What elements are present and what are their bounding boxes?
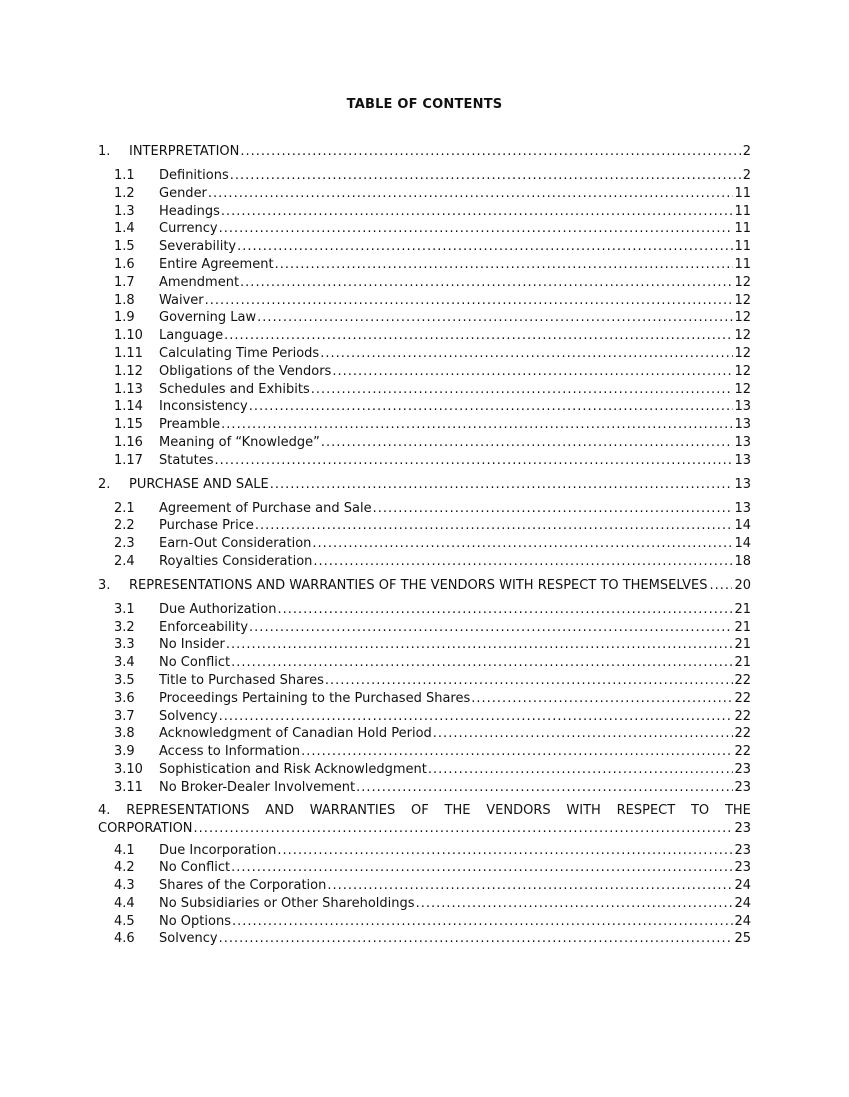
toc-entry[interactable] xyxy=(114,619,751,637)
toc-entry[interactable] xyxy=(114,636,751,654)
page-number: 24 xyxy=(734,913,751,929)
section-number: 4. xyxy=(98,802,111,818)
dot-leader xyxy=(312,535,733,553)
entry-title: Severability xyxy=(159,239,237,255)
entry-title: Acknowledgment of Canadian Hold Period xyxy=(159,726,432,742)
section-title-line-1 xyxy=(98,802,751,820)
page-number: 21 xyxy=(734,619,751,635)
entry-title: Earn-Out Consideration xyxy=(159,536,312,552)
entry-title: Definitions xyxy=(159,168,229,183)
entry-title: Waiver xyxy=(159,292,204,308)
page-number: 13 xyxy=(734,452,751,468)
entry-number: 1.6 xyxy=(114,256,135,272)
entry-number: 1.5 xyxy=(114,239,135,255)
dot-leader xyxy=(240,142,741,162)
page-number: 12 xyxy=(734,292,751,308)
entry-title: Preamble xyxy=(159,417,221,433)
entry-title: Language xyxy=(159,328,224,344)
entry-title: Title to Purchased Shares xyxy=(159,672,324,688)
dot-leader xyxy=(237,238,733,256)
section-title-word: RESPECT xyxy=(616,802,676,818)
dot-leader xyxy=(221,203,734,221)
toc-entry[interactable] xyxy=(114,416,751,434)
toc-section-heading[interactable] xyxy=(98,802,751,837)
entry-number: 4.5 xyxy=(114,913,135,929)
page-number: 21 xyxy=(734,601,751,617)
entry-title: No Options xyxy=(159,913,231,929)
page-number: 24 xyxy=(734,895,751,911)
section-title-word: VENDORS xyxy=(486,802,551,818)
page-number: 22 xyxy=(734,744,751,760)
page-number: 12 xyxy=(734,274,751,290)
table-of-contents xyxy=(98,142,751,953)
dot-leader xyxy=(270,475,734,495)
entry-title: No Conflict xyxy=(159,655,231,671)
entry-number: 3.9 xyxy=(114,744,135,760)
dot-leader xyxy=(240,274,733,292)
entry-title: Proceedings Pertaining to the Purchased Shares xyxy=(159,690,471,706)
entry-title: Gender xyxy=(159,185,207,201)
toc-entry[interactable] xyxy=(114,398,751,416)
entry-number: 2.1 xyxy=(114,500,135,516)
entry-title: Solvency xyxy=(159,931,218,947)
toc-entry[interactable] xyxy=(114,913,751,931)
page-number: 23 xyxy=(734,842,751,858)
dot-leader xyxy=(232,913,733,931)
toc-entry[interactable] xyxy=(114,309,751,327)
entry-number: 4.1 xyxy=(114,842,135,858)
entry-number: 1.15 xyxy=(114,417,143,433)
page-number: 11 xyxy=(734,256,751,272)
dot-leader xyxy=(208,185,734,203)
page-number: 13 xyxy=(734,399,751,415)
entry-title: Entire Agreement xyxy=(159,256,274,272)
toc-entry[interactable] xyxy=(114,345,751,363)
dot-leader xyxy=(249,398,734,416)
entry-number: 1.2 xyxy=(114,185,135,201)
dot-leader xyxy=(373,500,734,518)
page-number: 12 xyxy=(734,328,751,344)
toc-entry[interactable] xyxy=(114,363,751,381)
toc-entry[interactable] xyxy=(114,434,751,452)
page-title: TABLE OF CONTENTS xyxy=(346,97,503,112)
page-number: 12 xyxy=(734,345,751,361)
page-number: 12 xyxy=(734,363,751,379)
page-number: 12 xyxy=(734,310,751,326)
entry-number: 1.1 xyxy=(114,168,135,183)
toc-entry[interactable] xyxy=(114,535,751,553)
entry-title: Calculating Time Periods xyxy=(159,345,320,361)
entry-title: Shares of the Corporation xyxy=(159,878,327,894)
toc-entry[interactable] xyxy=(114,895,751,913)
toc-entry[interactable] xyxy=(114,743,751,761)
entry-number: 3.4 xyxy=(114,655,135,671)
section-title-word: WITH xyxy=(566,802,601,818)
page-number: 23 xyxy=(734,820,751,836)
dot-leader xyxy=(321,434,734,452)
entry-number: 1.13 xyxy=(114,381,143,397)
dot-leader xyxy=(231,859,733,877)
entry-number: 3.5 xyxy=(114,672,135,688)
dot-leader xyxy=(325,672,734,690)
toc-items xyxy=(114,500,751,571)
entry-title: Access to Information xyxy=(159,744,301,760)
entry-number: 1.7 xyxy=(114,274,135,290)
dot-leader xyxy=(221,416,733,434)
entry-number: 4.2 xyxy=(114,860,135,876)
page-number: 22 xyxy=(734,708,751,724)
page-number: 2 xyxy=(742,168,751,183)
entry-title: Royalties Consideration xyxy=(159,553,313,569)
section-title: REPRESENTATIONS AND WARRANTIES OF THE VENDORS WITH RESPECT TO THEMSELVES xyxy=(129,577,708,593)
entry-title: Amendment xyxy=(159,274,240,290)
dot-leader xyxy=(219,220,734,238)
page-number: 12 xyxy=(734,381,751,397)
entry-title: Enforceability xyxy=(159,619,249,635)
dot-leader xyxy=(249,619,733,637)
entry-title: Governing Law xyxy=(159,310,257,326)
entry-title: No Insider xyxy=(159,637,225,653)
entry-number: 2.4 xyxy=(114,553,135,569)
page-number: 22 xyxy=(734,690,751,706)
page-number: 24 xyxy=(734,878,751,894)
dot-leader xyxy=(205,292,734,310)
entry-number: 3.11 xyxy=(114,779,143,795)
page-number: 14 xyxy=(734,536,751,552)
toc-entry[interactable] xyxy=(114,220,751,238)
entry-title: Purchase Price xyxy=(159,518,254,534)
entry-number: 1.4 xyxy=(114,221,135,237)
entry-number: 3.6 xyxy=(114,690,135,706)
toc-entry[interactable] xyxy=(114,690,751,708)
dot-leader xyxy=(275,256,734,274)
dot-leader xyxy=(277,601,733,619)
entry-title: Due Authorization xyxy=(159,601,277,617)
section-title-word: OF xyxy=(411,802,429,818)
dot-leader xyxy=(215,452,734,470)
page-number: 14 xyxy=(734,518,751,534)
section-title-word: THE xyxy=(444,802,471,818)
page-number: 11 xyxy=(734,221,751,237)
entry-number: 4.3 xyxy=(114,878,135,894)
toc-items xyxy=(114,842,751,949)
toc-items xyxy=(114,601,751,797)
toc-entry[interactable] xyxy=(114,292,751,310)
section-title: PURCHASE AND SALE xyxy=(129,476,269,492)
entry-number: 2.3 xyxy=(114,536,135,552)
entry-title: Solvency xyxy=(159,708,218,724)
dot-leader xyxy=(257,309,733,327)
toc-entry[interactable] xyxy=(114,500,751,518)
dot-leader xyxy=(710,576,733,596)
entry-number: 1.17 xyxy=(114,452,143,468)
dot-leader xyxy=(219,708,734,726)
entry-title: Schedules and Exhibits xyxy=(159,381,310,397)
dot-leader xyxy=(433,725,734,743)
entry-number: 1.10 xyxy=(114,328,143,344)
page-number: 23 xyxy=(734,779,751,795)
page-number: 2 xyxy=(742,144,751,159)
page-number: 22 xyxy=(734,726,751,742)
toc-entry[interactable] xyxy=(114,725,751,743)
entry-title: No Broker-Dealer Involvement xyxy=(159,779,356,795)
entry-number: 1.8 xyxy=(114,292,135,308)
page-number: 22 xyxy=(734,672,751,688)
toc-entry[interactable] xyxy=(114,842,751,860)
entry-number: 3.1 xyxy=(114,601,135,617)
section-title-word: REPRESENTATIONS xyxy=(126,802,250,818)
toc-section-4 xyxy=(98,802,751,949)
toc-section-heading[interactable] xyxy=(98,576,751,596)
dot-leader xyxy=(219,930,734,948)
toc-entry[interactable] xyxy=(114,256,751,274)
entry-number: 3.3 xyxy=(114,637,135,653)
page-number: 13 xyxy=(734,417,751,433)
dot-leader xyxy=(332,363,733,381)
entry-title: Obligations of the Vendors xyxy=(159,363,332,379)
entry-title: Statutes xyxy=(159,452,214,468)
page-number: 23 xyxy=(734,761,751,777)
toc-entry[interactable] xyxy=(114,859,751,877)
entry-number: 3.7 xyxy=(114,708,135,724)
section-title-word: AND xyxy=(265,802,294,818)
dot-leader xyxy=(428,761,734,779)
entry-number: 4.6 xyxy=(114,931,135,947)
toc-entry[interactable] xyxy=(114,553,751,571)
toc-entry[interactable] xyxy=(114,167,751,185)
entry-title: Meaning of “Knowledge” xyxy=(159,434,320,450)
dot-leader xyxy=(226,636,734,654)
dot-leader xyxy=(356,779,733,797)
entry-number: 1.3 xyxy=(114,203,135,219)
entry-number: 1.14 xyxy=(114,399,143,415)
toc-entry[interactable] xyxy=(114,779,751,797)
toc-entry[interactable] xyxy=(114,654,751,672)
toc-section-3 xyxy=(98,576,751,797)
toc-entry[interactable] xyxy=(114,452,751,470)
entry-title: Currency xyxy=(159,221,218,237)
entry-title: Due Incorporation xyxy=(159,842,277,858)
entry-number: 3.2 xyxy=(114,619,135,635)
page-number: 21 xyxy=(734,655,751,671)
section-title-word: WARRANTIES xyxy=(309,802,396,818)
dot-leader xyxy=(230,167,742,185)
page-number: 21 xyxy=(734,637,751,653)
toc-entry[interactable] xyxy=(114,327,751,345)
dot-leader xyxy=(277,842,733,860)
section-title: CORPORATION xyxy=(98,820,193,836)
page-number: 13 xyxy=(734,434,751,450)
page-number: 25 xyxy=(734,931,751,947)
dot-leader xyxy=(471,690,733,708)
page-number: 13 xyxy=(734,500,751,516)
dot-leader xyxy=(194,820,734,837)
entry-number: 3.8 xyxy=(114,726,135,742)
page-number: 11 xyxy=(734,203,751,219)
dot-leader xyxy=(301,743,733,761)
toc-entry[interactable] xyxy=(114,930,751,948)
section-number: 3. xyxy=(98,577,111,593)
toc-section-2 xyxy=(98,475,751,571)
toc-entry[interactable] xyxy=(114,761,751,779)
page-number: 20 xyxy=(734,577,751,593)
section-title-word: TO xyxy=(690,802,710,818)
page-number: 11 xyxy=(734,239,751,255)
entry-number: 1.9 xyxy=(114,310,135,326)
entry-number: 3.10 xyxy=(114,761,143,777)
toc-entry[interactable] xyxy=(114,877,751,895)
toc-entry[interactable] xyxy=(114,517,751,535)
entry-number: 1.12 xyxy=(114,363,143,379)
entry-title: No Subsidiaries or Other Shareholdings xyxy=(159,895,415,911)
entry-number: 1.11 xyxy=(114,345,143,361)
section-title-line-2 xyxy=(98,820,751,837)
entry-title: Agreement of Purchase and Sale xyxy=(159,500,372,516)
toc-section-heading[interactable] xyxy=(98,475,751,495)
dot-leader xyxy=(255,517,734,535)
section-title-word: THE xyxy=(724,802,751,818)
entry-title: No Conflict xyxy=(159,860,231,876)
page-number: 13 xyxy=(734,476,751,492)
dot-leader xyxy=(231,654,733,672)
toc-entry[interactable] xyxy=(114,672,751,690)
section-number: 1. xyxy=(98,144,111,159)
page-number: 23 xyxy=(734,860,751,876)
page-number: 11 xyxy=(734,185,751,201)
section-number: 2. xyxy=(98,476,111,492)
toc-entry[interactable] xyxy=(114,708,751,726)
toc-items xyxy=(114,167,751,470)
toc-section-heading[interactable] xyxy=(98,142,751,162)
entry-title: Headings xyxy=(159,203,220,219)
entry-number: 4.4 xyxy=(114,895,135,911)
toc-entry[interactable] xyxy=(114,238,751,256)
page-number: 18 xyxy=(734,553,751,569)
dot-leader xyxy=(320,345,733,363)
dot-leader xyxy=(224,327,733,345)
toc-entry[interactable] xyxy=(114,203,751,221)
dot-leader xyxy=(416,895,734,913)
entry-number: 1.16 xyxy=(114,434,143,450)
toc-section-1 xyxy=(98,142,751,470)
dot-leader xyxy=(327,877,733,895)
toc-entry[interactable] xyxy=(114,274,751,292)
toc-entry[interactable] xyxy=(114,185,751,203)
toc-entry[interactable] xyxy=(114,381,751,399)
dot-leader xyxy=(311,381,734,399)
entry-title: Inconsistency xyxy=(159,399,248,415)
entry-number: 2.2 xyxy=(114,518,135,534)
toc-entry[interactable] xyxy=(114,601,751,619)
dot-leader xyxy=(313,553,733,571)
entry-title: Sophistication and Risk Acknowledgment xyxy=(159,761,427,777)
section-title: INTERPRETATION xyxy=(129,144,240,159)
